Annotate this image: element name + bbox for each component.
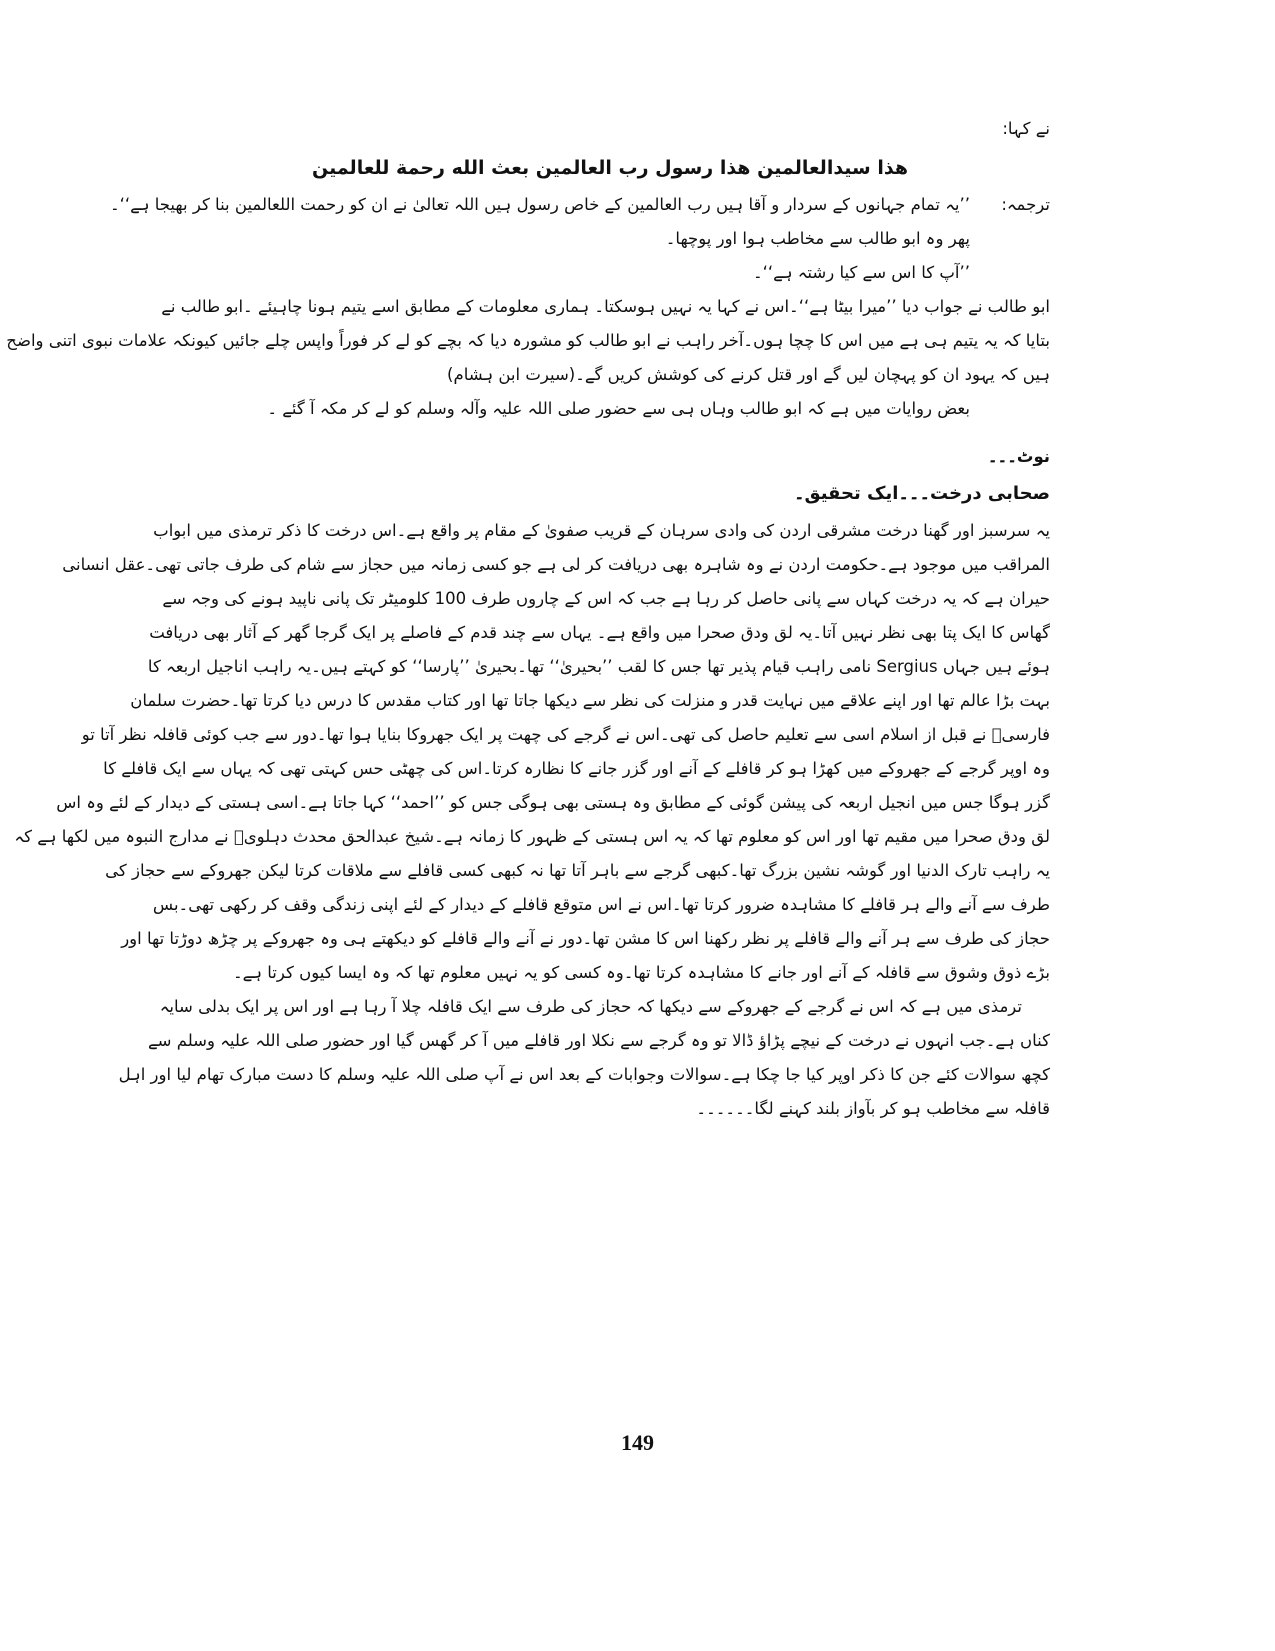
paragraph-line: بعض روایات میں ہے کہ ابو طالب وہاں ہی سے حضور صلی اللہ علیہ وآلہ وسلم کو لے کر مکہ آ گئے ۔ (267, 399, 970, 418)
paragraph-line: یہ سرسبز اور گھنا درخت مشرقی اردن کی وادی سرہان کے قریب صفویٰ کے مقام پر واقع ہے۔اس درخت کا ذکر ترمذی میں ابواب (153, 521, 1050, 540)
paragraph-line: کچھ سوالات کئے جن کا ذکر اوپر کیا جا چکا ہے۔سوالات وجوابات کے بعد اس نے آپ صلی اللہ علیہ وسلم کا دست مبارک تھام لیا اور اہل (118, 1065, 1050, 1084)
paragraph-line: ہوئے ہیں جہاں Sergius نامی راہب قیام پذیر تھا جس کا لقب ’’بحیریٰ‘‘ تھا۔بحیریٰ ’’پارسا‘‘ کو کہتے ہیں۔یہ راہب اناجیل اربعہ کا (147, 657, 1050, 676)
paragraph-line: بتایا کہ یہ یتیم ہی ہے میں اس کا چچا ہوں۔آخر راہب نے ابو طالب کو مشورہ دیا کہ بچے کو لے کر فوراً واپس چلے جائیں کیونکہ علامات نبوی اتنی واضح (6, 331, 1050, 350)
body-paragraph-1 (14, 514, 1050, 990)
paragraph-line: وہ اوپر گرجے کے جھروکے میں کھڑا ہو کر قافلے کے آنے اور گزر جانے کا نظارہ کرتا۔اس کی چھٹی حس کہتی تھی کہ یہاں سے ایک قافلے کا (103, 759, 1050, 778)
paragraph-line: المراقب میں موجود ہے۔حکومت اردن نے وہ شاہرہ بھی دریافت کر لی ہے جو کسی زمانہ میں حجاز سے شام کی طرف جاتی تھی۔عقل انسانی (62, 555, 1050, 574)
paragraph-line: کناں ہے۔جب انہوں نے درخت کے نیچے پڑاؤ ڈالا تو وہ گرجے سے نکلا اور قافلے میں آ کر گھس گیا اور حضور صلی اللہ علیہ وسلم سے (148, 1031, 1050, 1050)
paragraph-line: فارسیؓ نے قبل از اسلام اسی سے تعلیم حاصل کی تھی۔اس نے گرجے کی چھت پر ایک جھروکا بنایا ہوا تھا۔دور سے جب کوئی قافلہ نظر آتا تو (81, 725, 1050, 744)
translation-row (110, 188, 1050, 222)
paragraph-line: بہت بڑا عالم تھا اور اپنے علاقے میں نہایت قدر و منزلت کی نظر سے دیکھا جاتا تھا اور کتاب مقدس کا درس دیا کرتا تھا۔حضرت سلمان (130, 691, 1050, 710)
paragraph-line: گھاس کا ایک پتا بھی نظر نہیں آتا۔یہ لق ودق صحرا میں واقع ہے۔ یہاں سے چند قدم کے فاصلے پر ایک گرجا گھر کے آثار بھی دریافت (149, 623, 1050, 642)
paragraph-line: حیران ہے کہ یہ درخت کہاں سے پانی حاصل کر رہا ہے جب کہ اس کے چاروں طرف 100 کلومیٹر تک پانی ناپید ہونے کی وجہ سے (162, 589, 1050, 608)
arabic-quote-heading: هذا سيدالعالمين هذا رسول رب العالمين بعث الله رحمة للعالمين (311, 157, 909, 179)
paragraph-line: گزر ہوگا جس میں انجیل اربعہ کی پیشن گوئی کے مطابق وہ ہستی بھی ہوگی جس کو ’’احمد‘‘ کہا جاتا ہے۔اسی ہستی کے دیدار کے لئے وہ اس (56, 793, 1050, 812)
translation-label: ترجمہ: (1001, 195, 1050, 214)
note-label: نوٹ۔۔۔ (987, 447, 1050, 466)
intro-line: نے کہا: (1002, 119, 1050, 138)
paragraph-line: حجاز کی طرف سے ہر آنے والے قافلے پر نظر رکھنا اس کا مشن تھا۔دور نے آنے والے قافلے کو دیکھتے ہی وہ جھروکے پر چڑھ دوڑتا تھا اور (121, 929, 1050, 948)
narrative-line: پھر وہ ابو طالب سے مخاطب ہوا اور پوچھا۔ (665, 229, 970, 248)
translation-text: ’’یہ تمام جہانوں کے سردار و آقا ہیں رب العالمین کے خاص رسول ہیں اللہ تعالیٰ نے ان کو رحمت اللعالمین بنا کر بھیجا ہے‘‘۔ (110, 195, 970, 214)
paragraph-line: بڑے ذوق وشوق سے قافلہ کے آنے اور جانے کا مشاہدہ کرتا تھا۔وہ کسی کو یہ نہیں معلوم تھا کہ وہ ایسا کیوں کرتا ہے۔ (233, 963, 1050, 982)
page-number: 149 (621, 1430, 654, 1455)
paragraph-line: لق ودق صحرا میں مقیم تھا اور اس کو معلوم تھا کہ یہ اس ہستی کے ظہور کا زمانہ ہے۔شیخ عبدالحق محدث دہلویؒ نے مدارج النبوہ میں لکھا ہے کہ (14, 827, 1050, 846)
paragraph-line: ترمذی میں ہے کہ اس نے گرجے کے جھروکے سے دیکھا کہ حجاز کی طرف سے ایک قافلہ چلا آ رہا ہے اور اس پر ایک بدلی سایہ (159, 997, 1022, 1016)
body-paragraph-2 (118, 990, 1050, 1126)
paragraph-line: طرف سے آنے والے ہر قافلے کا مشاہدہ ضرور کرتا تھا۔اس نے اس متوقع قافلے کے دیدار کے لئے اپنی زندگی وقف کر رکھی تھی۔بس (152, 895, 1050, 914)
document-page (6, 112, 1050, 1126)
paragraph-line: یہ راہب تارک الدنیا اور گوشہ نشین بزرگ تھا۔کبھی گرجے سے باہر آتا تھا نہ کبھی کسی قافلے سے ملاقات کرتا لیکن جھروکے سے حجاز کی (105, 861, 1050, 880)
section-heading: صحابی درخت۔۔۔ایک تحقیق۔ (793, 483, 1050, 504)
paragraph-line: قافلہ سے مخاطب ہو کر بآواز بلند کہنے لگا۔۔۔۔۔۔ (696, 1099, 1050, 1118)
paragraph-line: ہیں کہ یہود ان کو پہچان لیں گے اور قتل کرنے کی کوشش کریں گے۔(سیرت ابن ہشام) (447, 365, 1050, 384)
paragraph-line: ابو طالب نے جواب دیا ’’میرا بیٹا ہے‘‘۔اس نے کہا یہ نہیں ہوسکتا۔ ہماری معلومات کے مطابق اسے یتیم ہونا چاہیئے ۔ابو طالب نے (161, 297, 1050, 316)
quote-line: ’’آپ کا اس سے کیا رشتہ ہے‘‘۔ (753, 263, 970, 282)
